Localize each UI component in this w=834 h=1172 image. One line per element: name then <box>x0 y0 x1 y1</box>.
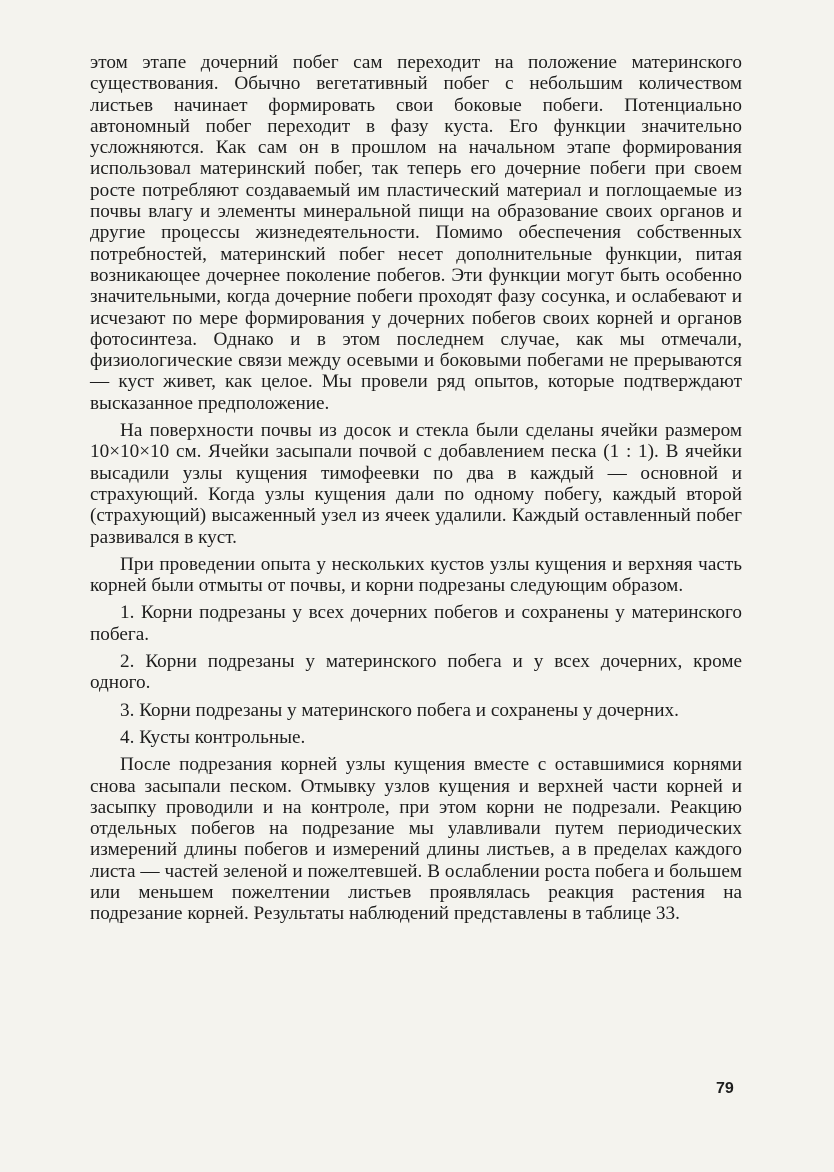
body-text <box>90 52 742 931</box>
paragraph: При проведении опыта у нескольких кустов узлы кущения и верхняя часть корней были отмыты от почвы, и корни подрезаны следующим образом. <box>90 553 742 597</box>
paragraph: После подрезания корней узлы кущения вместе с оставшимися корнями снова засыпали песком. Отмывку узлов кущения и верхней части корней и засыпку проводили и на контроле, при этом корни не подрезали. Реакцию отдельных побегов на подрезание мы улавливали путем периодических измерений длины побегов и измерений длины листьев, а в пределах каждого листа — частей зеленой и пожелтевшей. В ослаблении роста побега и большем или меньшем пожелтении листьев проявлялась реакция растения на подрезание корней. Результаты наблюдений представлены в таблице 33. <box>90 754 742 925</box>
list-item: 3. Корни подрезаны у материнского побега и сохранены у дочерних. <box>120 699 679 721</box>
list-item: 2. Корни подрезаны у материнского побега и у всех дочерних, кроме одного. <box>90 651 742 694</box>
list-item: 1. Корни подрезаны у всех дочерних побегов и сохранены у материнского побега. <box>90 602 742 645</box>
paragraph: На поверхности почвы из досок и стекла были сделаны ячейки размером 10×10×10 см. Ячейки засыпали почвой с добавлением песка (1 : 1). В ячейки высадили узлы кущения тимофеевки по два в каждый — основной и страхующий. Когда узлы кущения дали по одному побегу, каждый второй (страхующий) высаженный узел из ячеек удалили. Каждый оставленный побег развивался в куст. <box>90 420 742 548</box>
list-item: 4. Кусты контрольные. <box>120 726 306 748</box>
paragraph: этом этапе дочерний побег сам переходит на положение материнского существования. Обычно вегетативный побег с небольшим количеством листьев начинает формировать свои боковые побеги. Потенциально автономный побег переходит в фазу куста. Его функции значительно усложняются. Как сам он в прошлом на начальном этапе формирования использовал материнский побег, так теперь его дочерние побеги при своем росте потребляют создаваемый им пластический материал и поглощаемые из почвы влагу и элементы минеральной пищи на образование своих органов и другие процессы жизнедеятельности. Помимо обеспечения собственных потребностей, материнский побег несет дополнительные функции, питая возникающее дочернее поколение побегов. Эти функции могут быть особенно значительными, когда дочерние побеги проходят фазу сосунка, и ослабевают и исчезают по мере формирования у дочерних побегов своих корней и органов фотосинтеза. Однако и в этом последнем случае, как мы отмечали, физиологические связи между осевыми и боковыми побегами не прерываются — куст живет, как целое. Мы провели ряд опытов, которые подтверждают высказанное предположение. <box>90 52 742 414</box>
page-number: 79 <box>716 1080 734 1097</box>
